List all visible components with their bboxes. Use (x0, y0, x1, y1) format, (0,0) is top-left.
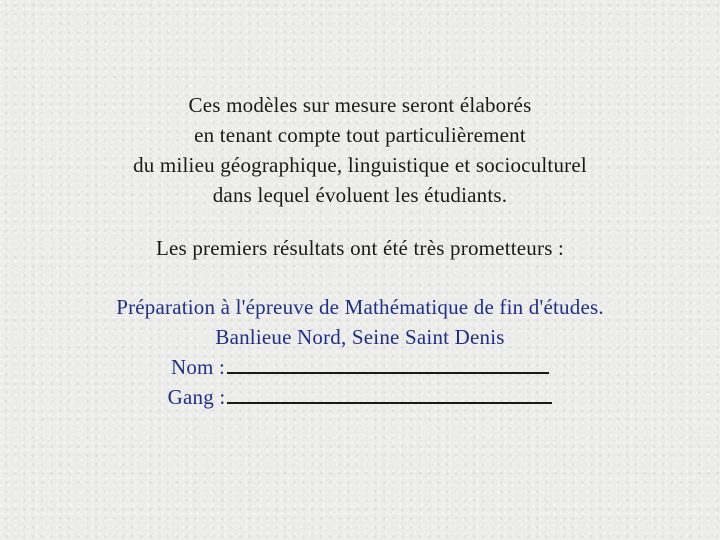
intro-line-4: dans lequel évoluent les étudiants. (212, 183, 508, 207)
worksheet-title: Préparation à l'épreuve de Mathématique de fin d'études. (116, 295, 604, 319)
nom-field-row (0, 352, 720, 382)
intro-line-3: du milieu géographique, linguistique et socioculturel (133, 153, 587, 177)
intro-paragraph (0, 90, 720, 210)
results-statement (0, 233, 720, 263)
gang-field-row (0, 382, 720, 412)
worksheet-location: Banlieue Nord, Seine Saint Denis (215, 325, 505, 349)
worksheet-header (0, 292, 720, 412)
intro-line-2: en tenant compte tout particulièrement (194, 123, 526, 147)
intro-line-1: Ces modèles sur mesure seront élaborés (188, 93, 532, 117)
gang-blank-line (227, 384, 552, 404)
gang-label: Gang : (167, 385, 226, 409)
nom-blank-line (227, 354, 549, 374)
results-text: Les premiers résultats ont été très prometteurs : (155, 236, 565, 260)
nom-label: Nom : (170, 355, 226, 379)
